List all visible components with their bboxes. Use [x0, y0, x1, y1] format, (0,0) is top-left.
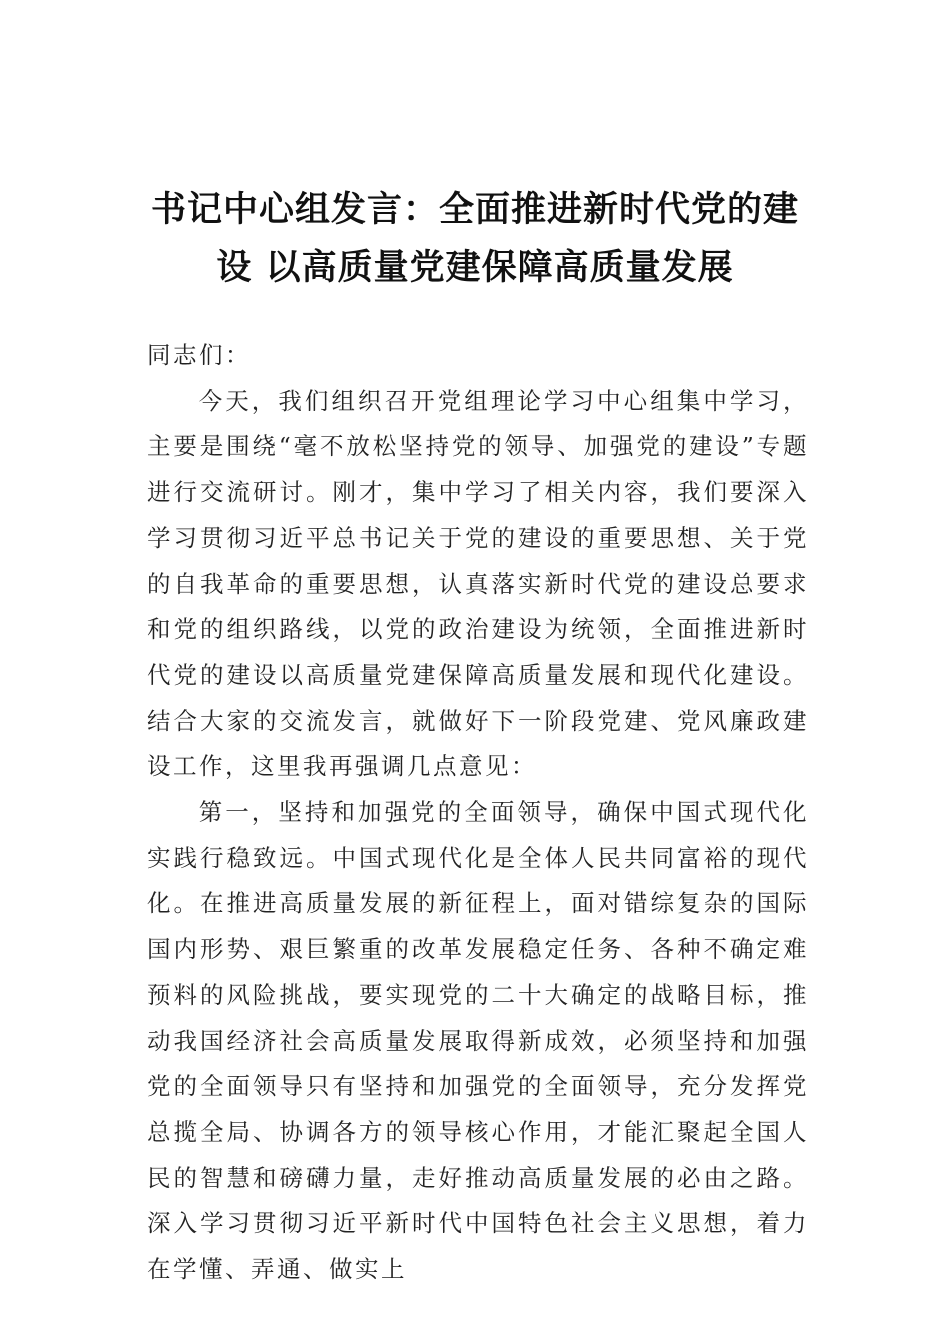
document-body: [147, 333, 809, 1293]
document-title: [140, 181, 810, 297]
paragraph-first-point: 第一，坚持和加强党的全面领导，确保中国式现代化实践行稳致远。中国式现代化是全体人民共同富裕的现代化。在推进高质量发展的新征程上，面对错综复杂的国际国内形势、艰巨繁重的改革发展稳定任务、各种不确定难预料的风险挑战，要实现党的二十大确定的战略目标，推动我国经济社会高质量发展取得新成效，必须坚持和加强党的全面领导只有坚持和加强党的全面领导，充分发挥党总揽全局、协调各方的领导核心作用，才能汇聚起全国人民的智慧和磅礴力量，走好推动高质量发展的必由之路。深入学习贯彻习近平新时代中国特色社会主义思想，着力在学懂、弄通、做实上: [147, 798, 809, 1284]
salutation: 同志们：: [147, 341, 251, 369]
paragraph-intro: 今天，我们组织召开党组理论学习中心组集中学习，主要是围绕“毫不放松坚持党的领导、加强党的建设”专题进行交流研讨。刚才，集中学习了相关内容，我们要深入学习贯彻习近平总书记关于党的建设的重要思想、关于党的自我革命的重要思想，认真落实新时代党的建设总要求和党的组织路线，以党的政治建设为统领，全面推进新时代党的建设以高质量党建保障高质量发展和现代化建设。结合大家的交流发言，就做好下一阶段党建、党风廉政建设工作，这里我再强调几点意见：: [147, 386, 809, 781]
title-line-1: 书记中心组发言：全面推进新时代党的建: [150, 189, 799, 231]
title-line-2: 设 以高质量党建保障高质量发展: [216, 247, 734, 289]
